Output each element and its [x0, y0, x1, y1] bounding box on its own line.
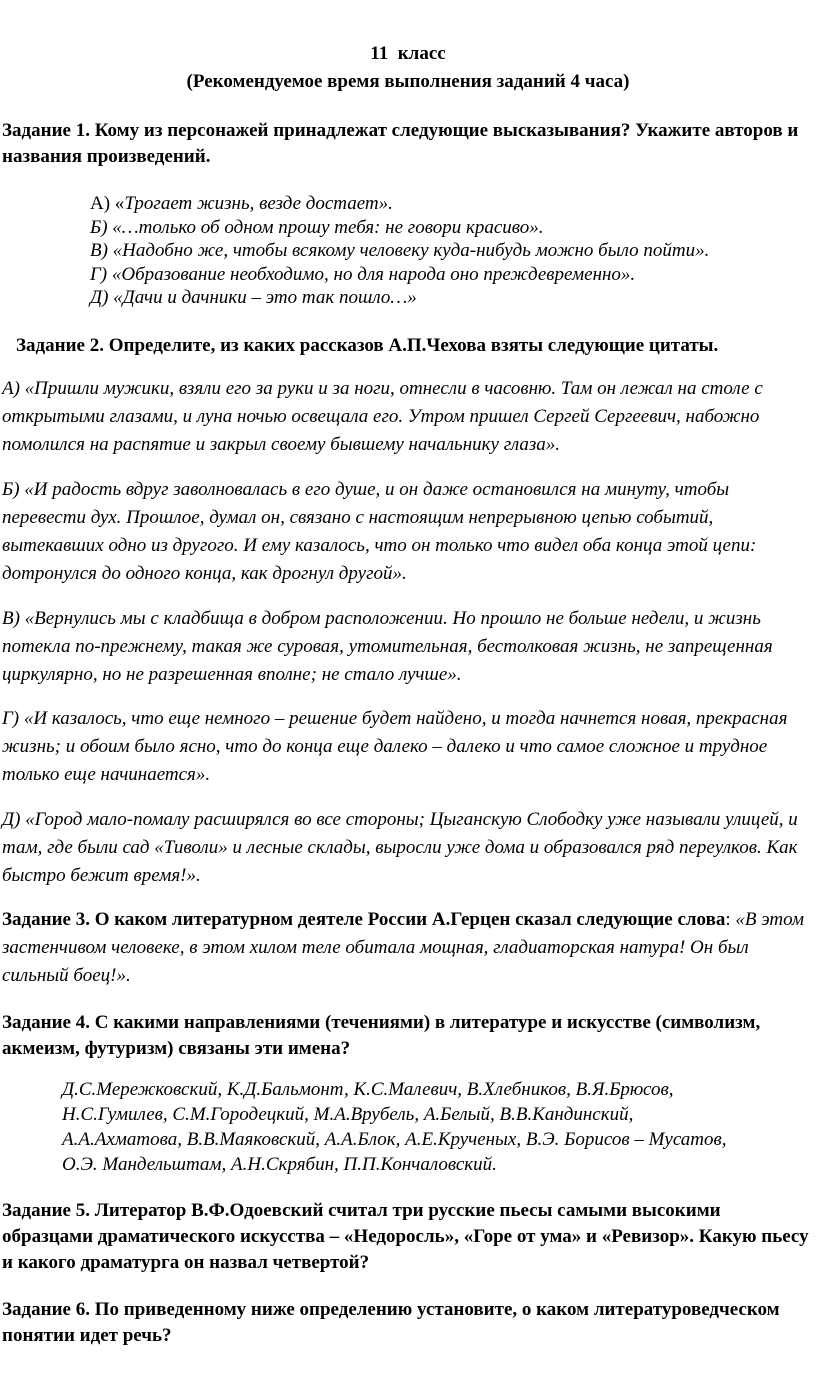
task1-item-a: А) «Трогает жизнь, везде достает». [90, 193, 393, 214]
task1-question: Задание 1. Кому из персонажей принадлежат следующие высказывания? Укажите авторов и названия произведений. [2, 120, 799, 167]
task6-question: Задание 6. По приведенному ниже определению установите, о каком литературоведческом понятии идет речь? [2, 1299, 780, 1346]
task4-names-line: О.Э. Мандельштам, А.Н.Скрябин, П.П.Кончаловский. [62, 1154, 497, 1175]
task3-block [2, 906, 810, 990]
task4-names-line: Д.С.Мережковский, К.Д.Бальмонт, К.С.Малевич, В.Хлебников, В.Я.Брюсов, [62, 1079, 674, 1100]
task2-quote-a: А) «Пришли мужики, взяли его за руки и за ноги, отнесли в часовню. Там он лежал на столе с открытыми глазами, и луна ночью освещала его. Утром пришел Сергей Сергеевич, набожно помолился на распятие и закрыл своему бывшему начальнику глаза». [2, 378, 763, 455]
task2-quote-d: Д) «Город мало-помалу расширялся во все стороны; Цыганскую Слободку уже называли улицей, и там, где были сад «Тиволи» и лесные склады, выросли уже дома и образовался ряд переулков. Как быстро бежит время!». [2, 809, 798, 886]
task2-question: Задание 2. Определите, из каких рассказов А.П.Чехова взяты следующие цитаты. [16, 335, 719, 356]
task4-names [62, 1077, 810, 1177]
task1-item-d: Д) «Дачи и дачники – это так пошло…» [90, 287, 417, 308]
task1-items [90, 192, 810, 310]
task1-item-b: Б) «…только об одном прошу тебя: не говори красиво». [90, 216, 544, 238]
task3-colon: : [725, 909, 731, 930]
task3-quote: «В этом застенчивом человеке, в этом хилом теле обитала мощная, гладиаторская натура! Он был сильный боец!». [2, 909, 804, 986]
task4-names-line: Н.С.Гумилев, С.М.Городецкий, М.А.Врубель, А.Белый, В.В.Кандинский, [62, 1104, 634, 1125]
grade-title: 11 класс [370, 43, 446, 64]
task3-question: Задание 3. О каком литературном деятеле России А.Герцен сказал следующие слова [2, 909, 726, 930]
task5-question: Задание 5. Литератор В.Ф.Одоевский считал три русские пьесы самыми высокими образцами драматического искусства – «Недоросль», «Горе от ума» и «Ревизор». Какую пьесу и какого драматурга он назвал четвертой? [2, 1200, 809, 1273]
task2-quote-b: Б) «И радость вдруг заволновалась в его душе, и он даже остановился на минуту, чтобы перевести дух. Прошлое, думал он, связано с настоящим непрерывною цепью событий, вытекавших одно из другого. И ему казалось, что он только что видел оба конца этой цепи: дотронулся до одного конца, как дрогнул другой». [2, 479, 757, 584]
task4-names-line: А.А.Ахматова, В.В.Маяковский, А.А.Блок, А.Е.Крученых, В.Э. Борисов – Мусатов, [62, 1129, 727, 1150]
task1-item-v: В) «Надобно же, чтобы всякому человеку куда-нибудь можно было пойти». [90, 240, 710, 261]
task4-question: Задание 4. С какими направлениями (течениями) в литературе и искусстве (символизм, акмеизм, футуризм) связаны эти имена? [2, 1012, 761, 1059]
task2-quote-g: Г) «И казалось, что еще немного – решение будет найдено, и тогда начнется новая, прекрасная жизнь; и обоим было ясно, что до конца еще далеко – далеко и что самое сложное и трудное только еще начинается». [2, 708, 788, 785]
task1-item-g: Г) «Образование необходимо, но для народа оно преждевременно». [90, 263, 636, 285]
time-note: (Рекомендуемое время выполнения заданий 4 часа) [186, 71, 630, 92]
task2-quote-v: В) «Вернулись мы с кладбища в добром расположении. Но прошло не больше недели, и жизнь потекла по-прежнему, такая же суровая, утомительная, бестолковая жизнь, не запрещенная циркулярно, но не разрешенная вполне; не стало лучше». [2, 608, 773, 685]
